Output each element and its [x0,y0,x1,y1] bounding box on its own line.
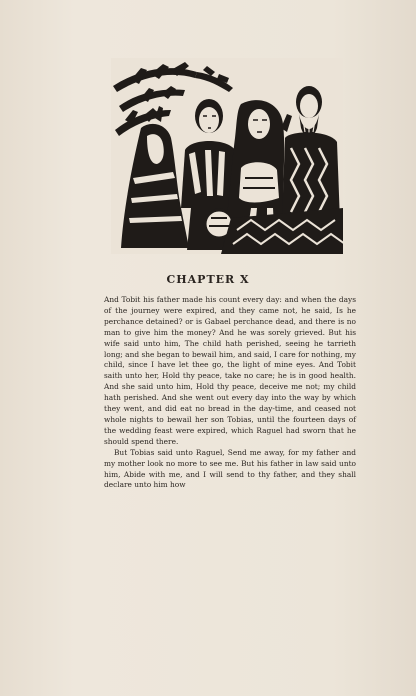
chapter-body-text [104,295,356,491]
chapter-heading: CHAPTER X [166,273,250,286]
woodcut-illustration-icon [111,58,343,254]
body-paragraph: And Tobit his father made his count every day: and when the days of the journey were expired, and they came not, he said, Is he perchance detained? or is Gabael perchance dead, and there is no man to give him the money? And he was sorely grieved. But his wife said unto him, The child hath perished, seeing he tarrieth long; and she began to bewail him, and said, I care for nothing, my child, since I have let thee go, the light of mine eyes. And Tobit saith unto her, Hold thy peace, take no care; he is in good health. And she said unto him, Hold thy peace, deceive me not; my child hath perished. And she went out every day into the way by which they went, and did eat no bread in the day-time, and ceased not whole nights to bewail her son Tobias, until the fourteen days of the wedding feast were expired, which Raguel had sworn that he should spend there. [104,295,356,446]
body-paragraph: But Tobias said unto Raguel, Send me away, for my father and my mother look no more to see me. But his father in law said unto him, Abide with me, and I will send to thy father, and they shall declare unto him how [104,447,356,490]
